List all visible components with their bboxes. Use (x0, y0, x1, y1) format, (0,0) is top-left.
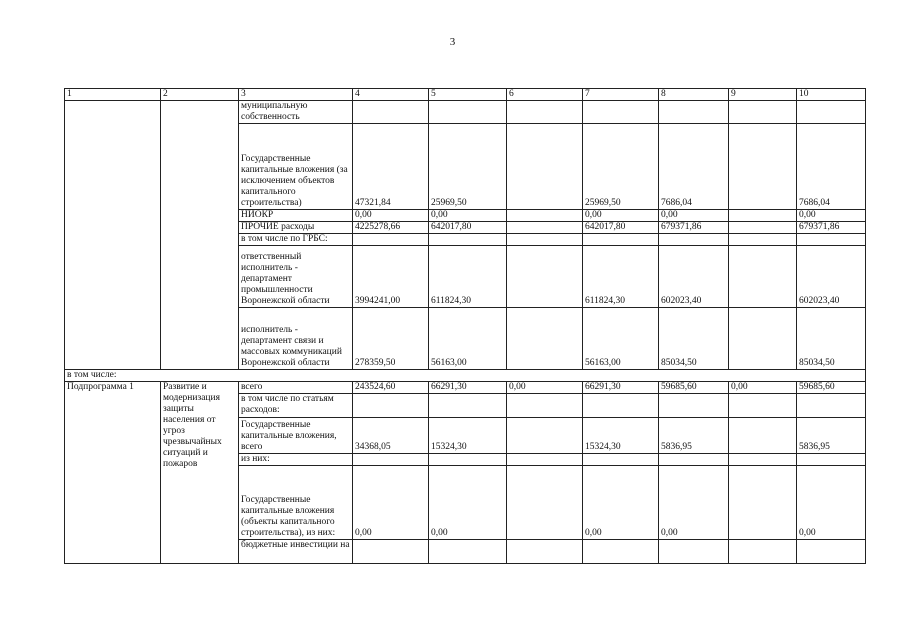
value-cell (729, 454, 797, 466)
value-cell (583, 234, 659, 246)
value-cell: 0,00 (429, 466, 507, 540)
value-cell (507, 418, 583, 454)
value-cell (659, 234, 729, 246)
value-cell: 3994241,00 (353, 246, 429, 308)
value-cell (583, 101, 659, 124)
value-cell (507, 210, 583, 222)
value-cell: 59685,60 (659, 382, 729, 394)
value-cell: 611824,30 (583, 246, 659, 308)
value-cell (353, 540, 429, 564)
value-cell (507, 394, 583, 418)
column-header: 10 (797, 89, 866, 101)
value-cell: 4225278,66 (353, 222, 429, 234)
value-cell (507, 308, 583, 370)
value-cell: 0,00 (353, 466, 429, 540)
value-cell: 59685,60 (797, 382, 866, 394)
value-cell (429, 101, 507, 124)
column-header: 5 (429, 89, 507, 101)
value-cell: 243524,60 (353, 382, 429, 394)
value-cell (507, 101, 583, 124)
row-label: бюджетные инвестиции на (239, 540, 353, 564)
row-label: Государственные капитальные вложения, всего (239, 418, 353, 454)
value-cell (429, 394, 507, 418)
value-cell: 602023,40 (797, 246, 866, 308)
value-cell (729, 210, 797, 222)
value-cell: 0,00 (507, 382, 583, 394)
row-label: Государственные капитальные вложения (объекты капитального строительства), из них: (239, 466, 353, 540)
value-cell: 7686,04 (797, 124, 866, 210)
value-cell (353, 454, 429, 466)
value-cell: 0,00 (659, 210, 729, 222)
table-row (65, 101, 866, 124)
column-header: 6 (507, 89, 583, 101)
value-cell: 47321,84 (353, 124, 429, 210)
value-cell: 66291,30 (583, 382, 659, 394)
section-row (65, 370, 866, 382)
subprogram-name: Подпрограмма 1 (65, 382, 161, 564)
value-cell (797, 394, 866, 418)
value-cell (797, 454, 866, 466)
column-header: 3 (239, 89, 353, 101)
row-label: Государственные капитальные вложения (за исключением объектов капитального строительства) (239, 124, 353, 210)
value-cell (583, 454, 659, 466)
value-cell: 85034,50 (797, 308, 866, 370)
value-cell (659, 394, 729, 418)
value-cell: 0,00 (797, 466, 866, 540)
section-label: в том числе: (65, 370, 866, 382)
value-cell (429, 454, 507, 466)
value-cell (507, 222, 583, 234)
value-cell: 25969,50 (429, 124, 507, 210)
subprogram-description: Развитие и модернизация защиты населения от угроз чрезвычайных ситуаций и пожаров (161, 382, 239, 564)
budget-table (64, 88, 866, 564)
value-cell (659, 454, 729, 466)
value-cell: 5836,95 (797, 418, 866, 454)
value-cell (729, 222, 797, 234)
column-header: 7 (583, 89, 659, 101)
value-cell: 0,00 (353, 210, 429, 222)
row-label: в том числе по статьям расходов: (239, 394, 353, 418)
value-cell (729, 101, 797, 124)
value-cell: 0,00 (429, 210, 507, 222)
value-cell: 15324,30 (583, 418, 659, 454)
value-cell (583, 394, 659, 418)
value-cell: 5836,95 (659, 418, 729, 454)
value-cell (659, 101, 729, 124)
empty-cell (65, 101, 161, 370)
row-label: муниципальную собственность (239, 101, 353, 124)
empty-cell (161, 101, 239, 370)
value-cell: 0,00 (583, 466, 659, 540)
value-cell: 642017,80 (429, 222, 507, 234)
column-header: 2 (161, 89, 239, 101)
value-cell (507, 124, 583, 210)
row-label: из них: (239, 454, 353, 466)
value-cell: 56163,00 (583, 308, 659, 370)
value-cell: 85034,50 (659, 308, 729, 370)
value-cell: 679371,86 (659, 222, 729, 234)
value-cell: 611824,30 (429, 246, 507, 308)
value-cell: 0,00 (729, 382, 797, 394)
value-cell: 25969,50 (583, 124, 659, 210)
value-cell (729, 308, 797, 370)
value-cell (507, 466, 583, 540)
value-cell: 66291,30 (429, 382, 507, 394)
value-cell: 278359,50 (353, 308, 429, 370)
value-cell (729, 246, 797, 308)
value-cell (729, 234, 797, 246)
value-cell: 0,00 (797, 210, 866, 222)
value-cell (583, 540, 659, 564)
value-cell: 0,00 (659, 466, 729, 540)
column-header: 1 (65, 89, 161, 101)
value-cell (729, 418, 797, 454)
column-header: 8 (659, 89, 729, 101)
value-cell: 56163,00 (429, 308, 507, 370)
value-cell (507, 454, 583, 466)
value-cell (797, 234, 866, 246)
value-cell: 7686,04 (659, 124, 729, 210)
table-row (65, 382, 866, 394)
value-cell (429, 234, 507, 246)
value-cell (429, 540, 507, 564)
value-cell (507, 540, 583, 564)
value-cell (353, 394, 429, 418)
value-cell (797, 540, 866, 564)
value-cell (729, 124, 797, 210)
value-cell: 679371,86 (797, 222, 866, 234)
value-cell: 34368,05 (353, 418, 429, 454)
row-label: ПРОЧИЕ расходы (239, 222, 353, 234)
value-cell (729, 394, 797, 418)
value-cell: 642017,80 (583, 222, 659, 234)
value-cell (659, 540, 729, 564)
value-cell: 0,00 (583, 210, 659, 222)
value-cell (729, 540, 797, 564)
header-row (65, 89, 866, 101)
row-label: в том числе по ГРБС: (239, 234, 353, 246)
value-cell (507, 246, 583, 308)
value-cell: 15324,30 (429, 418, 507, 454)
value-cell: 602023,40 (659, 246, 729, 308)
row-label: НИОКР (239, 210, 353, 222)
row-label: исполнитель - департамент связи и массовых коммуникаций Воронежской области (239, 308, 353, 370)
value-cell (353, 101, 429, 124)
row-label: всего (239, 382, 353, 394)
value-cell (797, 101, 866, 124)
value-cell (507, 234, 583, 246)
value-cell (729, 466, 797, 540)
value-cell (353, 234, 429, 246)
page-number: 3 (449, 36, 456, 48)
column-header: 4 (353, 89, 429, 101)
row-label: ответственный исполнитель - департамент промышленности Воронежской области (239, 246, 353, 308)
column-header: 9 (729, 89, 797, 101)
